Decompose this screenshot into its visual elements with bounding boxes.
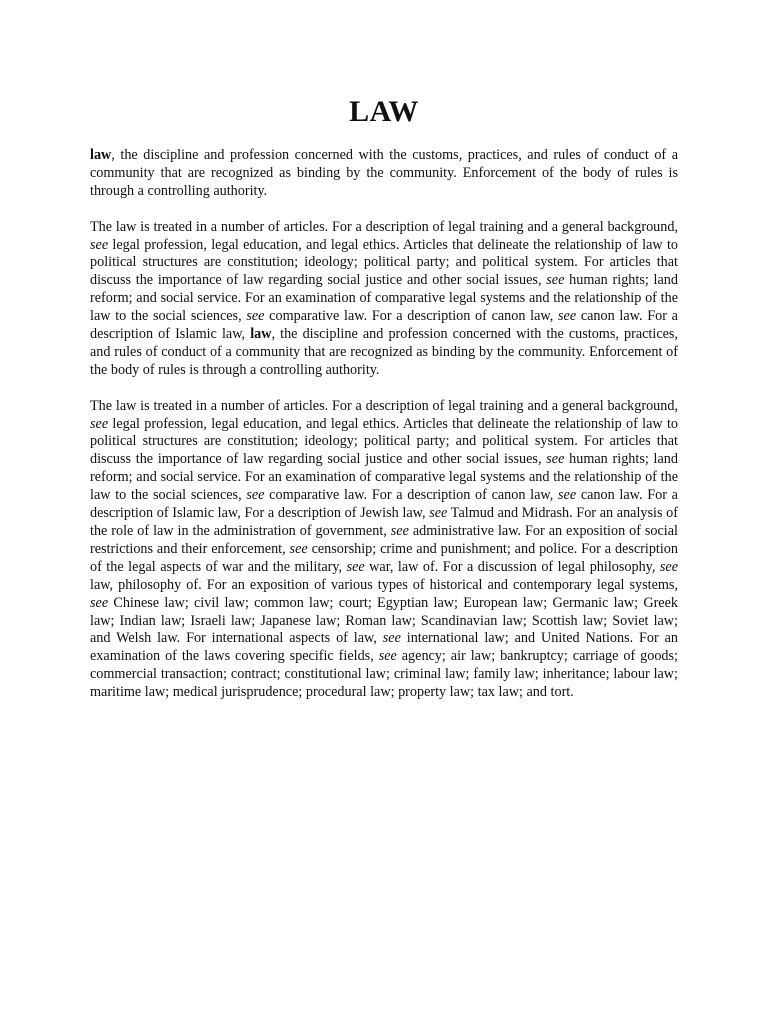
see-reference: see [390, 523, 409, 539]
text-run: The law is treated in a number of articles. For a description of legal training and a general background, [90, 397, 678, 414]
see-reference: see [289, 540, 308, 557]
text-run: , the discipline and profession concerned with the customs, practices, and rules of conduct of a community that are recognized as binding by the community. Enforcement of the body of rules is through a controlling authority. [90, 147, 678, 199]
see-reference: see [90, 594, 109, 611]
see-reference: see [246, 308, 265, 325]
text-run: administrative law. For an exposition of social restrictions and their enforcement, [90, 523, 678, 557]
text-run: Talmud and Midrash. For an analysis of the role of law in the administration of government, [90, 505, 678, 539]
text-run: , the discipline and profession concerned with the customs, practices, and rules of conduct of a community that are recognized as binding by the community. Enforcement of the body of rules is through a controlling authority. [90, 326, 678, 378]
see-reference: see [346, 558, 365, 575]
document-body [90, 147, 678, 720]
text-run: comparative law. For a description of canon law, [264, 487, 558, 504]
text-run: censorship; crime and punishment; and police. For a description of the legal aspects of war and the military, [90, 540, 678, 575]
text-run: legal profession, legal education, and legal ethics. Articles that delineate the relationship of law to political structures are constitution; ideology; political party; and political system. For articles that discuss the importance of law regarding social justice and other social issues, [90, 415, 678, 468]
see-reference: see [429, 505, 448, 522]
text-run: international law; and United Nations. For an examination of the laws covering specific fields, [90, 630, 678, 665]
see-reference: see [378, 648, 397, 665]
paragraph-2 [90, 219, 678, 380]
see-reference: see [659, 558, 679, 575]
see-reference: see [558, 487, 577, 504]
document-title: LAW [349, 95, 419, 128]
text-run: human rights; land reform; and social service. For an examination of comparative legal systems and the relationship of the law to the social sciences, [90, 272, 678, 325]
see-reference: see [546, 451, 565, 468]
bold-term: law [90, 147, 112, 163]
text-run: agency; air law; bankruptcy; carriage of goods; commercial transaction; contract; constitutional law; criminal law; family law; inheritance; labour law; maritime law; medical jurisprudence; procedural law; property law; tax law; and tort. [90, 648, 678, 701]
text-run: The law is treated in a number of articles. For a description of legal training and a general background, [90, 218, 678, 235]
see-reference: see [90, 415, 109, 432]
see-reference: see [558, 308, 577, 325]
paragraph-3 [90, 398, 678, 702]
paragraph-1 [90, 147, 678, 201]
text-run: canon law. For a description of Islamic law, For a description of Jewish law, [90, 487, 678, 522]
see-reference: see [382, 630, 401, 647]
bold-term: law [250, 326, 272, 343]
text-run: war, law of. For a discussion of legal philosophy, [364, 558, 660, 575]
text-run: legal profession, legal education, and legal ethics. Articles that delineate the relationship of law to political structures are constitution; ideology; political party; and political system. For articles that discuss the importance of law regarding social justice and other social issues, [90, 236, 678, 289]
text-run: comparative law. For a description of canon law, [264, 308, 558, 325]
text-run: Chinese law; civil law; common law; court; Egyptian law; European law; Germanic law; Greek law; Indian law; Israeli law; Japanese law; Roman law; Scandinavian law; Scottish law; Soviet law; and Welsh law. For international aspects of law, [90, 594, 678, 647]
text-run: canon law. For a description of Islamic law, [90, 308, 678, 343]
see-reference: see [246, 487, 265, 504]
see-reference: see [90, 236, 109, 253]
see-reference: see [546, 272, 565, 289]
text-run: human rights; land reform; and social service. For an examination of comparative legal systems and the relationship of the law to the social sciences, [90, 451, 678, 504]
text-run: law, philosophy of. For an exposition of various types of historical and contemporary legal systems, [90, 576, 678, 593]
